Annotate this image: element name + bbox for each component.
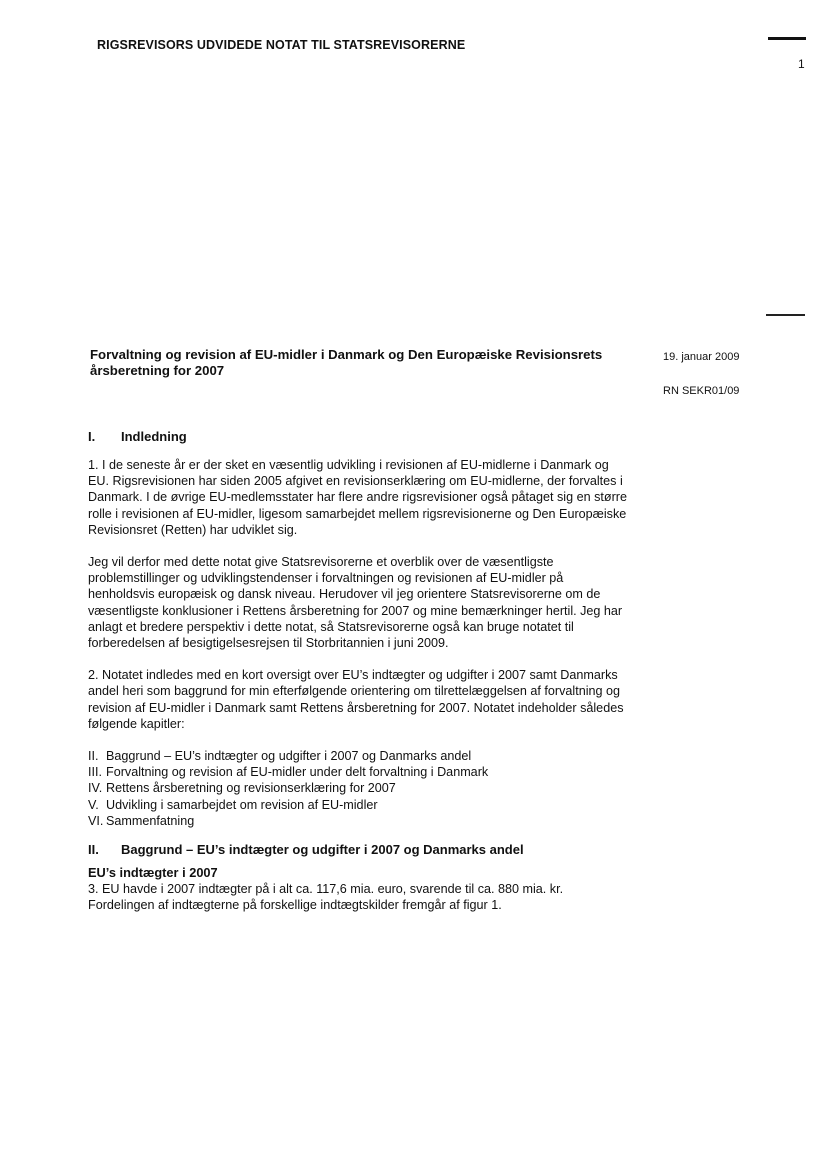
section-number: I. [88,429,96,444]
section-number: II. [88,842,99,858]
document-date: 19. januar 2009 [663,351,740,363]
subheading-indtaegter: EU’s indtægter i 2007 [88,865,218,881]
chapter-list-item: IV. Rettens årsberetning og revisionserklæring for 2007 [88,781,396,796]
chapter-list-item: V. Udvikling i samarbejdet om revision af EU-midler [88,797,378,812]
paragraph-2: Jeg vil derfor med dette notat give Statsrevisorerne et overblik over de væsentligste problemstillinger og udviklingstendenser i forvaltningen og revisionen af EU-midler på henholdsvis europæisk og dansk niveau. Herudover vil jeg orientere Statsrevisorerne om de væsentligste konklusioner i Rettens årsberetning for 2007 og mine bemærkninger hertil. Jeg har anlagt et bredere perspektiv i dette notat, så Statsrevisorerne også kan bruge notatet til forberedelsen af besigtigelsesrejsen til Storbritannien i juni 2009. [88,555,623,651]
chapter-list-item: III. Forvaltning og revision af EU-midler under delt forvaltning i Danmark [88,765,489,780]
margin-rule [766,314,805,316]
document-body [88,428,633,913]
section-heading-indledning [88,428,633,445]
header-rule [768,37,806,40]
document-reference: RN SEKR01/09 [663,385,740,397]
paragraph-4: 3. EU havde i 2007 indtægter på i alt ca. 117,6 mia. euro, svarende til ca. 880 mia. kr. Fordelingen af indtægterne på forskellige indtægtskilder fremgår af figur 1. [88,882,564,913]
running-header: RIGSREVISORS UDVIDEDE NOTAT TIL STATSREVISORERNE [97,38,466,52]
section-title: Baggrund – EU’s indtægter og udgifter i 2007 og Danmarks andel [121,842,524,858]
document-title: Forvaltning og revision af EU-midler i Danmark og Den Europæiske Revisionsrets årsberetning for 2007 [90,347,603,378]
paragraph-3: 2. Notatet indledes med en kort oversigt over EU’s indtægter og udgifter i 2007 samt Danmarks andel heri som baggrund for min efterfølgende orientering om tilrettelæggelsen af forvaltning og revision af EU-midler i Danmark samt Rettens årsberetning for 2007. Notatet indeholder således følgende kapitler: [88,668,624,731]
paragraph-1: 1. I de seneste år er der sket en væsentlig udvikling i revisionen af EU-midlerne i Danmark og EU. Rigsrevisionen har siden 2005 afgivet en revisionserklæring om EU-midlerne, der forvaltes i Danmark. I de øvrige EU-medlemsstater har flere andre rigsrevisioner også påtaget sig en større rolle i revisionen af EU-midler, ligesom samarbejdet mellem rigsrevisionerne og Den Europæiske Revisionsret (Retten) har udviklet sig. [88,458,627,537]
chapter-list [88,748,633,829]
section-heading-baggrund [88,841,633,858]
chapter-list-item: VI. Sammenfatning [88,813,195,828]
chapter-list-item: II. Baggrund – EU’s indtægter og udgifter i 2007 og Danmarks andel [88,749,472,764]
page-number: 1 [798,57,805,71]
section-title: Indledning [121,429,187,444]
